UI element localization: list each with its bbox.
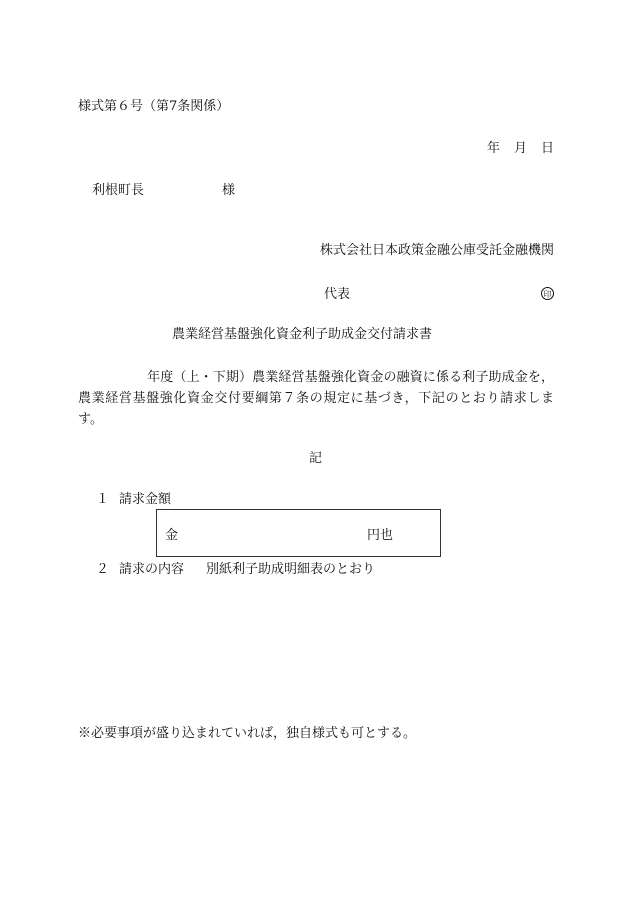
date-line xyxy=(487,142,554,155)
ki-label: 記 xyxy=(309,451,323,466)
amount-prefix: 金 xyxy=(165,528,179,543)
addressee-honorific: 様 xyxy=(222,183,236,198)
date-year-label: 年 xyxy=(486,141,500,156)
body-text: 年度（上・下期）農業経営基盤強化資金の融資に係る利子助成金を，農業経営基盤強化資金交付要綱第７条の規定に基づき，下記のとおり請求します。 xyxy=(78,370,554,427)
date-day-label: 日 xyxy=(540,141,554,156)
item-2-number: ２ xyxy=(96,562,110,577)
representative-label: 代表 xyxy=(324,287,351,302)
date-month-label: 月 xyxy=(513,141,527,156)
document-title: 農業経営基盤強化資金利子助成金交付請求書 xyxy=(172,327,433,342)
amount-box xyxy=(156,509,441,557)
sender-organization: 株式会社日本政策金融公庫受託金融機関 xyxy=(319,243,554,258)
amount-suffix: 円也 xyxy=(367,528,394,543)
item-1-number: １ xyxy=(96,492,110,507)
item-2-value: 別紙利子助成明細表のとおり xyxy=(206,562,376,577)
body-paragraph xyxy=(78,367,554,430)
item-2-label: 請求の内容 xyxy=(119,562,185,577)
form-number: 様式第６号（第7条関係） xyxy=(78,99,230,114)
seal-mark xyxy=(541,287,554,300)
seal-stamp-icon: 印 xyxy=(541,287,554,300)
item-1-label: 請求金額 xyxy=(119,492,172,507)
addressee-name: 利根町長 xyxy=(92,183,145,198)
footer-note: ※必要事項が盛り込まれていれば，独自様式も可とする。 xyxy=(78,726,417,741)
